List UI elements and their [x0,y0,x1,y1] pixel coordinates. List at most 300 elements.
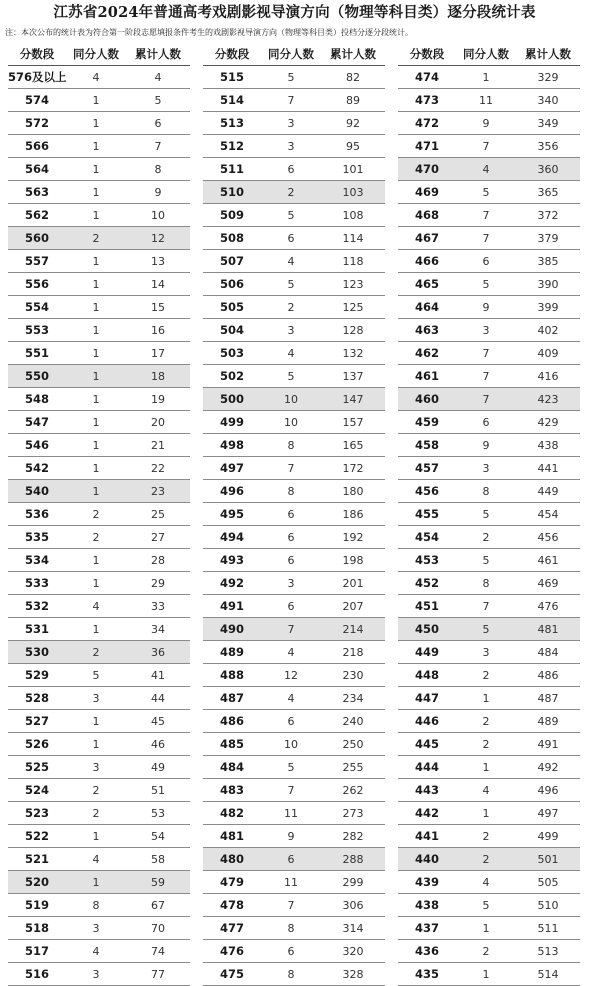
same-score-count-cell: 5 [287,369,295,383]
score-cell: 531 [24,622,49,636]
score-cell: 443 [414,783,439,797]
same-score-count-cell: 9 [482,300,490,314]
score-cell: 435 [414,967,439,981]
score-cell: 478 [219,898,244,912]
cumulative-count-cell: 255 [342,760,364,774]
table-row [8,181,190,204]
score-cell: 452 [414,576,439,590]
score-cell: 551 [24,346,49,360]
score-cell: 517 [24,944,49,958]
same-score-count-cell: 1 [92,139,100,153]
table-row [203,526,385,549]
cumulative-count-cell: 33 [151,599,165,613]
score-cell: 469 [414,185,439,199]
table-row [8,66,190,89]
cumulative-count-cell: 487 [537,691,559,705]
cumulative-count-cell: 349 [537,116,559,130]
cumulative-count-cell: 23 [151,484,165,498]
table-row [398,664,580,687]
table-row [398,480,580,503]
table-row [398,135,580,158]
same-score-count-cell: 5 [287,277,295,291]
header-score-range: 分数段 [19,46,55,61]
score-cell: 527 [24,714,49,728]
table-row [8,457,190,480]
table-row [8,273,190,296]
table-row [203,595,385,618]
header-cumulative-count: 累计人数 [525,46,571,61]
score-cell: 526 [24,737,49,751]
cumulative-count-cell: 379 [537,231,559,245]
score-cell: 523 [24,806,49,820]
table-row [8,894,190,917]
cumulative-count-cell: 15 [151,300,165,314]
score-cell: 490 [219,622,244,636]
score-cell: 518 [24,921,49,935]
score-table-column-3 [398,42,580,986]
table-row [398,388,580,411]
cumulative-count-cell: 423 [537,392,559,406]
table-row [398,503,580,526]
score-cell: 546 [24,438,49,452]
score-cell: 454 [414,530,439,544]
same-score-count-cell: 7 [287,93,295,107]
table-row [8,250,190,273]
cumulative-count-cell: 95 [346,139,360,153]
table-row [8,296,190,319]
same-score-count-cell: 11 [284,875,298,889]
score-cell: 481 [219,829,244,843]
score-cell: 470 [414,162,439,176]
same-score-count-cell: 6 [287,507,295,521]
score-cell: 519 [24,898,49,912]
table-row [8,526,190,549]
table-row [203,204,385,227]
score-cell: 486 [219,714,244,728]
table-row [398,227,580,250]
score-cell: 556 [24,277,49,291]
table-row [398,963,580,986]
table-row [398,273,580,296]
header-cumulative-count: 累计人数 [135,46,181,61]
cumulative-count-cell: 14 [151,277,165,291]
score-cell: 449 [414,645,439,659]
table-row [203,250,385,273]
table-row [398,457,580,480]
cumulative-count-cell: 481 [537,622,559,636]
same-score-count-cell: 6 [287,714,295,728]
cumulative-count-cell: 240 [342,714,364,728]
header-cumulative-count: 累计人数 [330,46,376,61]
cumulative-count-cell: 103 [342,185,364,199]
score-cell: 456 [414,484,439,498]
score-cell: 496 [219,484,244,498]
score-cell: 468 [414,208,439,222]
cumulative-count-cell: 10 [151,208,165,222]
score-cell: 493 [219,553,244,567]
cumulative-count-cell: 8 [154,162,162,176]
same-score-count-cell: 1 [92,553,100,567]
same-score-count-cell: 1 [92,208,100,222]
same-score-count-cell: 2 [92,806,100,820]
same-score-count-cell: 8 [287,484,295,498]
score-cell: 480 [219,852,244,866]
score-cell: 464 [414,300,439,314]
score-cell: 562 [24,208,49,222]
same-score-count-cell: 2 [482,829,490,843]
cumulative-count-cell: 92 [346,116,360,130]
same-score-count-cell: 1 [482,691,490,705]
cumulative-count-cell: 157 [342,415,364,429]
score-cell: 535 [24,530,49,544]
score-cell: 467 [414,231,439,245]
same-score-count-cell: 3 [92,921,100,935]
cumulative-count-cell: 320 [342,944,364,958]
same-score-count-cell: 3 [287,576,295,590]
cumulative-count-cell: 441 [537,461,559,475]
score-cell: 540 [24,484,49,498]
same-score-count-cell: 3 [92,760,100,774]
table-row [8,940,190,963]
same-score-count-cell: 2 [482,944,490,958]
table-row [203,848,385,871]
cumulative-count-cell: 497 [537,806,559,820]
score-cell: 533 [24,576,49,590]
table-row [203,802,385,825]
same-score-count-cell: 8 [287,438,295,452]
score-cell: 542 [24,461,49,475]
same-score-count-cell: 9 [482,438,490,452]
score-cell: 524 [24,783,49,797]
score-cell: 572 [24,116,49,130]
table-row [203,181,385,204]
cumulative-count-cell: 340 [537,93,559,107]
same-score-count-cell: 6 [287,852,295,866]
cumulative-count-cell: 288 [342,852,364,866]
same-score-count-cell: 5 [287,70,295,84]
score-cell: 564 [24,162,49,176]
cumulative-count-cell: 21 [151,438,165,452]
cumulative-count-cell: 5 [154,93,162,107]
cumulative-count-cell: 438 [537,438,559,452]
table-row [398,526,580,549]
same-score-count-cell: 11 [284,806,298,820]
table-row [398,549,580,572]
same-score-count-cell: 4 [92,944,100,958]
same-score-count-cell: 4 [287,645,295,659]
same-score-count-cell: 6 [287,162,295,176]
same-score-count-cell: 6 [287,599,295,613]
table-row [203,572,385,595]
table-row [203,66,385,89]
same-score-count-cell: 2 [287,300,295,314]
cumulative-count-cell: 230 [342,668,364,682]
same-score-count-cell: 1 [92,829,100,843]
same-score-count-cell: 5 [482,185,490,199]
cumulative-count-cell: 137 [342,369,364,383]
header-same-score-count: 同分人数 [463,46,509,61]
table-row [203,135,385,158]
score-cell: 554 [24,300,49,314]
cumulative-count-cell: 429 [537,415,559,429]
same-score-count-cell: 8 [92,898,100,912]
table-row [8,388,190,411]
cumulative-count-cell: 125 [342,300,364,314]
same-score-count-cell: 1 [92,116,100,130]
table-row [203,687,385,710]
table-row [8,365,190,388]
cumulative-count-cell: 360 [537,162,559,176]
table-row [203,112,385,135]
score-cell: 437 [414,921,439,935]
cumulative-count-cell: 492 [537,760,559,774]
cumulative-count-cell: 372 [537,208,559,222]
cumulative-count-cell: 201 [342,576,364,590]
cumulative-count-cell: 491 [537,737,559,751]
cumulative-count-cell: 172 [342,461,364,475]
cumulative-count-cell: 128 [342,323,364,337]
table-row [203,733,385,756]
table-row [203,710,385,733]
header-same-score-count: 同分人数 [73,46,119,61]
same-score-count-cell: 4 [92,599,100,613]
cumulative-count-cell: 147 [342,392,364,406]
table-row [203,319,385,342]
score-cell: 491 [219,599,244,613]
table-row [398,618,580,641]
same-score-count-cell: 1 [92,415,100,429]
cumulative-count-cell: 399 [537,300,559,314]
table-row [203,457,385,480]
table-row [8,204,190,227]
same-score-count-cell: 1 [92,300,100,314]
table-row [203,342,385,365]
same-score-count-cell: 7 [287,622,295,636]
same-score-count-cell: 2 [287,185,295,199]
cumulative-count-cell: 234 [342,691,364,705]
same-score-count-cell: 1 [92,438,100,452]
table-row [203,411,385,434]
cumulative-count-cell: 54 [151,829,165,843]
score-table-column-1 [8,42,190,986]
table-row [398,434,580,457]
score-cell: 466 [414,254,439,268]
score-cell: 522 [24,829,49,843]
cumulative-count-cell: 58 [151,852,165,866]
same-score-count-cell: 1 [482,921,490,935]
table-row [8,112,190,135]
cumulative-count-cell: 74 [151,944,165,958]
cumulative-count-cell: 416 [537,369,559,383]
same-score-count-cell: 5 [92,668,100,682]
same-score-count-cell: 8 [287,921,295,935]
cumulative-count-cell: 496 [537,783,559,797]
cumulative-count-cell: 282 [342,829,364,843]
score-cell: 492 [219,576,244,590]
same-score-count-cell: 1 [92,875,100,889]
table-row [398,825,580,848]
table-row [8,641,190,664]
same-score-count-cell: 1 [92,576,100,590]
cumulative-count-cell: 118 [342,254,364,268]
table-row [8,871,190,894]
table-row [203,549,385,572]
score-cell: 444 [414,760,439,774]
same-score-count-cell: 7 [287,783,295,797]
cumulative-count-cell: 16 [151,323,165,337]
score-cell: 436 [414,944,439,958]
cumulative-count-cell: 132 [342,346,364,360]
same-score-count-cell: 6 [287,530,295,544]
same-score-count-cell: 9 [482,116,490,130]
score-cell: 485 [219,737,244,751]
cumulative-count-cell: 7 [154,139,162,153]
same-score-count-cell: 2 [92,530,100,544]
same-score-count-cell: 7 [482,139,490,153]
table-row [8,227,190,250]
cumulative-count-cell: 356 [537,139,559,153]
table-row [398,365,580,388]
score-cell: 483 [219,783,244,797]
cumulative-count-cell: 4 [154,70,162,84]
same-score-count-cell: 8 [482,576,490,590]
cumulative-count-cell: 13 [151,254,165,268]
score-cell: 530 [24,645,49,659]
cumulative-count-cell: 461 [537,553,559,567]
score-cell: 451 [414,599,439,613]
table-row [8,687,190,710]
score-cell: 532 [24,599,49,613]
same-score-count-cell: 5 [482,622,490,636]
table-row [8,733,190,756]
same-score-count-cell: 3 [287,139,295,153]
cumulative-count-cell: 17 [151,346,165,360]
score-cell: 512 [219,139,244,153]
score-cell: 514 [219,93,244,107]
score-cell: 498 [219,438,244,452]
table-row [203,825,385,848]
cumulative-count-cell: 328 [342,967,364,981]
table-row [203,388,385,411]
cumulative-count-cell: 82 [346,70,360,84]
cumulative-count-cell: 77 [151,967,165,981]
score-cell: 499 [219,415,244,429]
table-row [398,66,580,89]
score-cell: 515 [219,70,244,84]
table-row [203,917,385,940]
score-table-column-2 [203,42,385,986]
table-row [398,940,580,963]
score-cell: 566 [24,139,49,153]
same-score-count-cell: 6 [482,254,490,268]
same-score-count-cell: 3 [92,967,100,981]
header-score-range: 分数段 [409,46,445,61]
table-row [8,710,190,733]
table-row [8,135,190,158]
table-row [8,618,190,641]
score-cell: 504 [219,323,244,337]
cumulative-count-cell: 306 [342,898,364,912]
same-score-count-cell: 1 [92,369,100,383]
same-score-count-cell: 1 [482,967,490,981]
cumulative-count-cell: 214 [342,622,364,636]
table-row [8,549,190,572]
same-score-count-cell: 1 [92,346,100,360]
same-score-count-cell: 1 [92,323,100,337]
same-score-count-cell: 6 [287,553,295,567]
same-score-count-cell: 3 [482,461,490,475]
table-row [8,595,190,618]
cumulative-count-cell: 329 [537,70,559,84]
score-cell: 442 [414,806,439,820]
cumulative-count-cell: 299 [342,875,364,889]
same-score-count-cell: 4 [482,875,490,889]
score-cell: 450 [414,622,439,636]
cumulative-count-cell: 59 [151,875,165,889]
cumulative-count-cell: 46 [151,737,165,751]
page-title: 江苏省2024年普通高考戏剧影视导演方向（物理等科目类）逐分段统计表 [53,4,536,21]
table-row [8,503,190,526]
cumulative-count-cell: 114 [342,231,364,245]
score-cell: 500 [219,392,244,406]
score-cell: 439 [414,875,439,889]
score-cell: 457 [414,461,439,475]
score-cell: 513 [219,116,244,130]
table-row [398,158,580,181]
table-row [398,319,580,342]
cumulative-count-cell: 29 [151,576,165,590]
table-row [203,963,385,986]
cumulative-count-cell: 12 [151,231,165,245]
cumulative-count-cell: 489 [537,714,559,728]
cumulative-count-cell: 511 [537,921,559,935]
cumulative-count-cell: 218 [342,645,364,659]
cumulative-count-cell: 165 [342,438,364,452]
same-score-count-cell: 2 [482,714,490,728]
same-score-count-cell: 3 [287,323,295,337]
score-cell: 475 [219,967,244,981]
score-cell: 445 [414,737,439,751]
table-row [203,365,385,388]
score-cell: 553 [24,323,49,337]
cumulative-count-cell: 180 [342,484,364,498]
same-score-count-cell: 7 [482,392,490,406]
score-cell: 534 [24,553,49,567]
score-cell: 463 [414,323,439,337]
table-row [398,181,580,204]
same-score-count-cell: 2 [482,852,490,866]
table-row [203,89,385,112]
cumulative-count-cell: 18 [151,369,165,383]
cumulative-count-cell: 41 [151,668,165,682]
score-cell: 447 [414,691,439,705]
score-cell: 455 [414,507,439,521]
score-cell: 560 [24,231,49,245]
table-row [203,641,385,664]
cumulative-count-cell: 501 [537,852,559,866]
table-row [8,963,190,986]
score-cell: 472 [414,116,439,130]
cumulative-count-cell: 27 [151,530,165,544]
cumulative-count-cell: 505 [537,875,559,889]
cumulative-count-cell: 390 [537,277,559,291]
same-score-count-cell: 8 [287,967,295,981]
score-cell: 510 [219,185,244,199]
cumulative-count-cell: 20 [151,415,165,429]
table-row [8,342,190,365]
table-row [398,710,580,733]
same-score-count-cell: 3 [287,116,295,130]
